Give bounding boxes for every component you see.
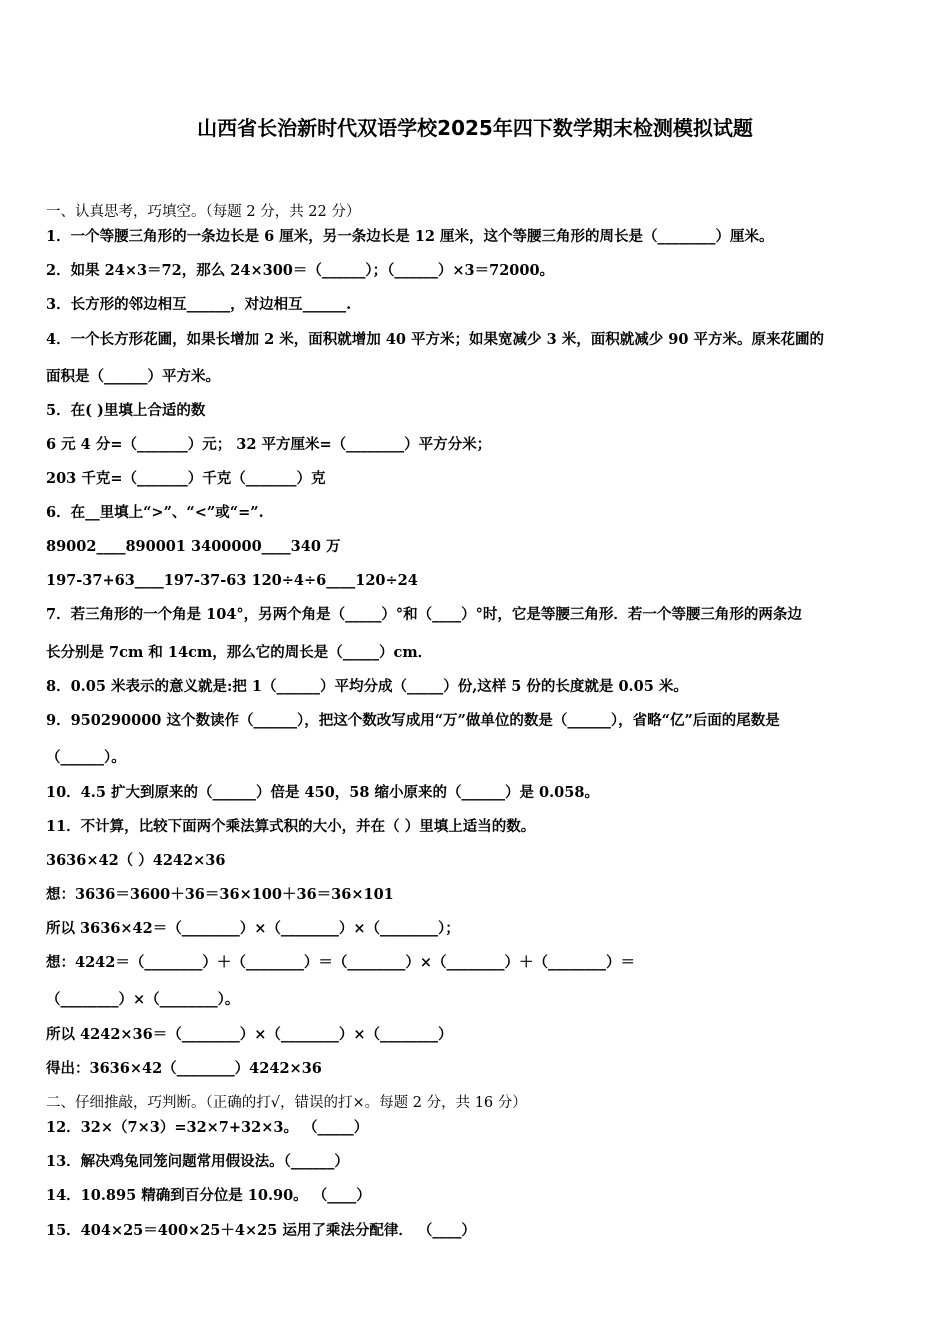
question-3: 3．长方形的邻边相互______，对边相互______. — [46, 296, 352, 313]
question-11-line-e: （________）×（________）。 — [46, 991, 240, 1008]
question-5-line-a: 6 元 4 分=（_______）元； 32 平方厘米=（________）平方分米； — [46, 436, 492, 453]
section-heading-judge: 二、仔细推敲，巧判断。（正确的打√，错误的打×。每题 2 分，共 16 分） — [46, 1095, 527, 1111]
question-4: 4．一个长方形花圃，如果长增加 2 米，面积就增加 40 平方米；如果宽减少 3 米，面积就减少 90 平方米。原来花圃的 — [46, 331, 825, 348]
question-6: 6．在__里填上“>”、“<”或“=”. — [46, 504, 264, 521]
question-11-line-a: 3636×42（ ）4242×36 — [46, 852, 226, 869]
question-11-line-f: 所以 4242×36＝（________）×（________）×（________） — [46, 1026, 453, 1043]
question-6-line-a: 89002____890001 3400000____340 万 — [46, 538, 341, 555]
page-title: 山西省长治新时代双语学校2025年四下数学期末检测模拟试题 — [197, 116, 753, 140]
question-11-line-d: 想：4242＝（________）＋（________）＝（________）×（________）＋（________）＝ — [46, 954, 636, 971]
question-14: 14．10.895 精确到百分位是 10.90。 （____） — [46, 1187, 371, 1204]
question-1: 1．一个等腰三角形的一条边长是 6 厘米，另一条边长是 12 厘米，这个等腰三角形的周长是（________）厘米。 — [46, 228, 774, 245]
question-10: 10．4.5 扩大到原来的（______）倍是 450，58 缩小原来的（______）是 0.058。 — [46, 784, 599, 801]
question-9-cont: （______）。 — [46, 749, 126, 766]
question-11-line-b: 想：3636＝3600＋36＝36×100＋36＝36×101 — [46, 886, 394, 903]
question-5: 5．在( )里填上合适的数 — [46, 402, 206, 419]
question-11-line-g: 得出：3636×42（________）4242×36 — [46, 1060, 322, 1077]
question-12: 12．32×（7×3）=32×7+32×3。 （_____） — [46, 1119, 369, 1136]
question-11: 11．不计算，比较下面两个乘法算式积的大小，并在（ ）里填上适当的数。 — [46, 818, 536, 835]
question-7: 7．若三角形的一个角是 104°，另两个角是（_____）°和（____）°时，它是等腰三角形．若一个等腰三角形的两条边 — [46, 606, 802, 623]
question-9: 9．950290000 这个数读作（______），把这个数改写成用“万”做单位的数是（______），省略“亿”后面的尾数是 — [46, 712, 780, 729]
question-15: 15．404×25＝400×25＋4×25 运用了乘法分配律． （____） — [46, 1222, 476, 1239]
question-7-cont: 长分别是 7cm 和 14cm，那么它的周长是（_____）cm． — [46, 644, 433, 661]
section-heading-fill-blank: 一、认真思考，巧填空。（每题 2 分，共 22 分） — [46, 204, 361, 220]
question-6-line-b: 197-37+63____197-37-63 120÷4÷6____120÷24 — [46, 572, 418, 589]
question-5-line-b: 203 千克=（_______）千克（_______）克 — [46, 470, 326, 487]
question-4-cont: 面积是（______）平方米。 — [46, 368, 220, 385]
question-2: 2．如果 24×3＝72，那么 24×300＝（______）；（______）×3＝72000。 — [46, 262, 555, 279]
question-13: 13．解决鸡兔同笼问题常用假设法。（______） — [46, 1153, 349, 1170]
question-11-line-c: 所以 3636×42＝（________）×（________）×（________）； — [46, 920, 460, 937]
question-8: 8．0.05 米表示的意义就是:把 1（______）平均分成（_____）份,这样 5 份的长度就是 0.05 米。 — [46, 678, 688, 695]
